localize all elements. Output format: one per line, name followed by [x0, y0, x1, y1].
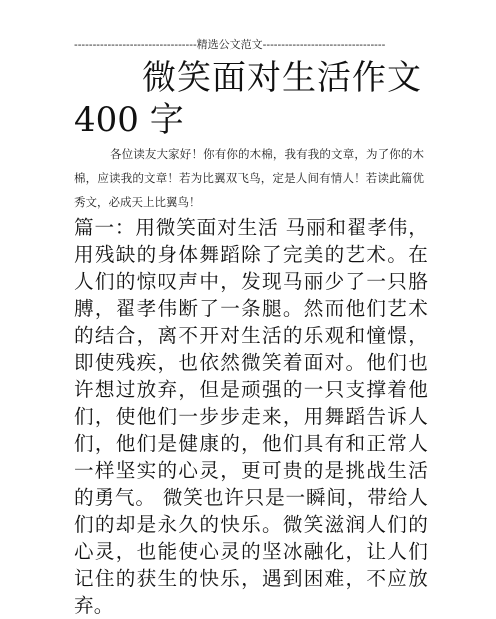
page-title: 微笑面对生活作文 [142, 58, 422, 98]
article-body: 篇一：用微笑面对生活 马丽和翟孝伟，用残缺的身体舞蹈除了完美的艺术。在人们的惊叹声中，发现马丽少了一只胳膊，翟孝伟断了一条腿。然而他们艺术的结合，离不开对生活的乐观和憧憬，即使残疾，也依然微笑着面对。他们也许想过放弃，但是顽强的一只支撑着他们，使他们一步步走来，用舞蹈告诉人们，他们是健康的，他们具有和正常人一样坚实的心灵，更可贵的是挑战生活的勇气。 微笑也许只是一瞬间，带给人们的却是永久的快乐。微笑滋润人们的心灵，也能使心灵的坚冰融化，让人们记住的获生的快乐，遇到困难，不应放弃。 [74, 216, 428, 617]
header-banner: ---------------------------------精选公文范文--------------------------------- [74, 38, 386, 51]
page-title-word-count: 400 字 [74, 100, 184, 140]
intro-paragraph: 各位读友大家好！你有你的木棉，我有我的文章，为了你的木棉，应读我的文章！若为比翼双飞鸟，定是人间有情人！若读此篇优秀文，必成天上比翼鸟！ [74, 147, 424, 209]
